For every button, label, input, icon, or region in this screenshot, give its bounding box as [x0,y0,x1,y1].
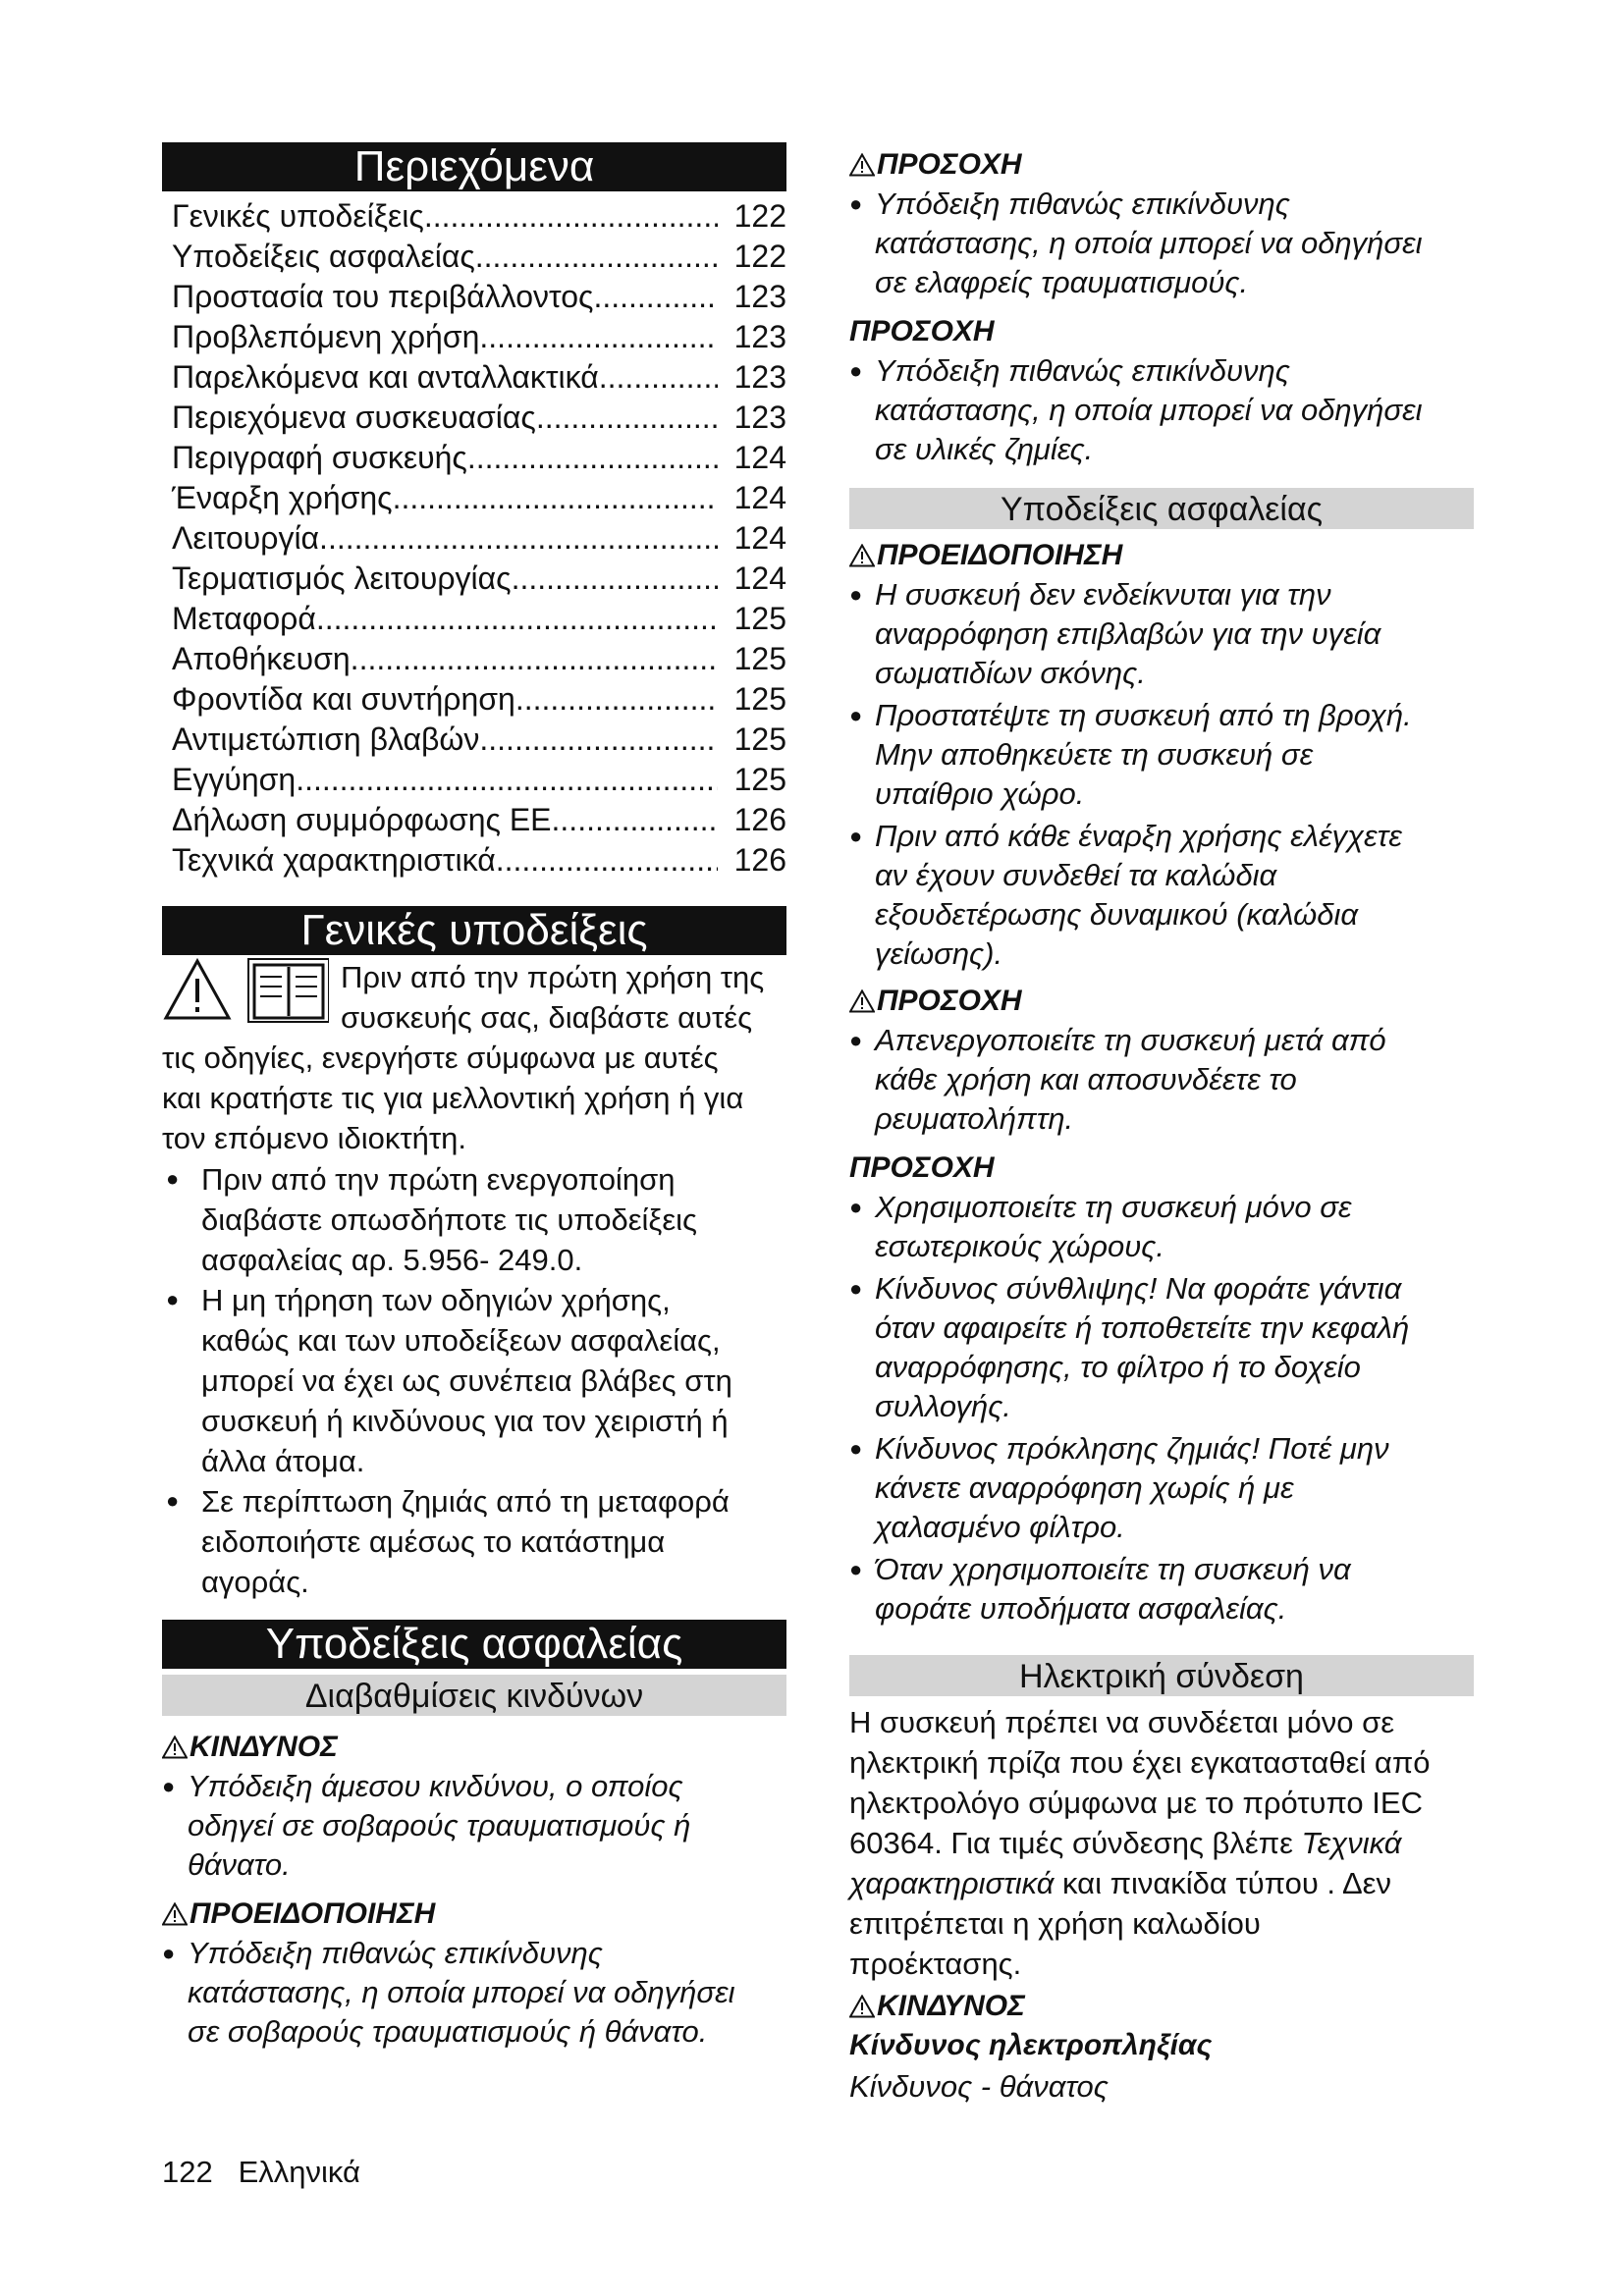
toc-row [172,196,786,237]
toc-row [172,398,786,438]
toc-label: Παρελκόμενα και ανταλλακτικά [172,359,599,395]
toc-leader [593,277,718,317]
toc-leader [515,679,718,720]
toc-leader [424,196,718,237]
bullet-line: Χρησιμοποιείτε τη συσκευή μόνο σε [875,1190,1352,1224]
bullet-icon: ● [166,1166,180,1191]
general-intro-line-5: τον επόμενο ιδιοκτήτη. [162,1121,466,1155]
bullet-line: Υπόδειξη πιθανώς επικίνδυνης [188,1936,603,1970]
bullet-line: σωματιδίων σκόνης. [875,656,1146,690]
general-notes-heading: Γενικές υποδείξεις [162,906,786,955]
toc-label: Περιγραφή συσκευής [172,440,467,475]
bullet-icon: ● [166,1488,180,1513]
toc-page: 126 [733,802,786,837]
toc-label: Αποθήκευση [172,641,351,676]
toc-leader [296,760,718,800]
warning-triangle-icon [849,1995,875,2018]
table-of-contents [172,196,786,881]
warning-triangle-icon [849,989,875,1013]
toc-page: 126 [733,842,786,878]
toc-page: 124 [733,561,786,596]
bullet-item [849,1429,1474,1547]
bullet-line: κατάστασης, η οποία μπορεί να οδηγήσει [188,1975,735,2009]
electrical-line-7: προέκτασης. [849,1947,1022,1981]
toc-leader [319,518,718,559]
toc-leader [552,800,718,840]
bullet-line: ειδοποιήστε αμέσως το κατάστημα [201,1524,666,1559]
general-intro-line-4: και κρατήστε τις για μελλοντική χρήση ή για [162,1081,744,1115]
bullet-line: αγοράς. [201,1565,309,1599]
bullet-icon: ● [162,1941,176,1965]
bullet-icon: ● [849,1557,863,1581]
bullet-line: σε ελαφρείς τραυματισμούς. [875,265,1249,299]
electrical-line-5: χαρακτηριστικά και πινακίδα τύπου . Δεν [849,1866,1391,1900]
caution-label-4: ΠΡΟΣΟΧΗ [849,1151,995,1184]
bullet-icon: ● [849,582,863,607]
toc-page: 123 [733,400,786,435]
electrical-line-1: Η συσκευή πρέπει να συνδέεται μόνο σε [849,1705,1395,1739]
bullet-item [162,1159,786,1280]
bullet-line: Μην αποθηκεύετε τη συσκευή σε [875,737,1314,772]
toc-page: 125 [733,721,786,757]
toc-label: Τεχνικά χαρακτηριστικά [172,842,496,878]
general-intro-line-3: τις οδηγίες, ενεργήστε σύμφωνα με αυτές [162,1041,719,1075]
contents-heading: Περιεχόμενα [162,142,786,191]
bullet-line: Προστατέψτε τη συσκευή από τη βροχή. [875,698,1412,732]
bullet-item [849,351,1474,469]
bullet-item [849,1550,1474,1629]
bullet-line: Κίνδυνος πρόκλησης ζημιάς! Ποτέ μην [875,1431,1389,1466]
toc-row [172,800,786,840]
caution-label-3: ΠΡΟΣΟΧΗ [849,982,1022,1021]
bullet-item [162,1280,786,1481]
bullet-item [849,1269,1474,1426]
toc-page: 124 [733,520,786,556]
bullet-line: οδηγεί σε σοβαρούς τραυματισμούς ή [188,1808,691,1842]
page-footer [162,2155,360,2190]
bullet-line: γείωσης). [875,936,1003,971]
warning-triangle-icon [162,1902,188,1926]
toc-page: 123 [733,319,786,354]
bullet-icon: ● [849,1436,863,1461]
toc-page: 123 [733,359,786,395]
toc-page: 125 [733,762,786,797]
caution-label-2: ΠΡΟΣΟΧΗ [849,315,995,347]
bullet-line: αν έχουν συνδεθεί τα καλώδια [875,858,1277,892]
danger-label: ΚΙΝΔΥΝΟΣ [162,1728,338,1767]
toc-label: Προστασία του περιβάλλοντος [172,279,594,314]
bullet-icon: ● [849,824,863,848]
toc-page: 122 [733,239,786,274]
toc-row [172,559,786,599]
toc-page: 125 [733,601,786,636]
toc-row [172,478,786,518]
bullet-icon: ● [849,1195,863,1219]
bullet-line: Κίνδυνος σύνθλιψης! Να φοράτε γάντια [875,1271,1402,1306]
bullet-item [162,1481,786,1602]
bullet-line: χαλασμένο φίλτρο. [875,1510,1125,1544]
toc-label: Έναρξη χρήσης [172,480,393,515]
bullet-line: εξουδετέρωσης δυναμικού (καλώδια [875,897,1359,932]
electrocution-text: Κίνδυνος - θάνατος [849,2069,1109,2104]
toc-label: Μεταφορά [172,601,316,636]
bullet-line: συλλογής. [875,1389,1011,1423]
electrical-line-2: ηλεκτρική πρίζα που έχει εγκατασταθεί από [849,1745,1431,1780]
toc-label: Περιεχόμενα συσκευασίας [172,400,536,435]
bullet-line: όταν αφαιρείτε ή τοποθετείτε την κεφαλή [875,1310,1410,1345]
toc-row [172,277,786,317]
bullet-item [849,185,1474,302]
bullet-line: εσωτερικούς χώρους. [875,1229,1164,1263]
toc-label: Υποδείξεις ασφαλείας [172,239,475,274]
bullet-line: σε σοβαρούς τραυματισμούς ή θάνατο. [188,2014,708,2049]
toc-leader [351,639,718,679]
toc-row [172,840,786,881]
toc-page: 122 [733,198,786,234]
toc-row [172,639,786,679]
bullet-item [849,817,1474,974]
danger-label-right: ΚΙΝΔΥΝΟΣ [849,1987,1025,2026]
bullet-line: Υπόδειξη άμεσου κινδύνου, ο οποίος [188,1769,683,1803]
bullet-line: ασφαλείας αρ. 5.956- 249.0. [201,1243,583,1277]
bullet-line: θάνατο. [188,1847,291,1882]
bullet-line: διαβάστε οπωσδήποτε τις υποδείξεις [201,1202,697,1237]
toc-row [172,599,786,639]
bullet-line: κατάστασης, η οποία μπορεί να οδηγήσει [875,226,1423,260]
electrical-line-4: 60364. Για τιμές σύνδεσης βλέπε Τεχνικά [849,1826,1402,1860]
bullet-line: Σε περίπτωση ζημιάς από τη μεταφορά [201,1484,730,1519]
toc-label: Γενικές υποδείξεις [172,198,424,234]
toc-label: Προβλεπόμενη χρήση [172,319,480,354]
bullet-item [162,1767,786,1885]
toc-leader [467,438,718,478]
bullet-line: Η συσκευή δεν ενδείκνυται για την [875,577,1331,612]
bullet-line: Απενεργοποιείτε τη συσκευή μετά από [875,1023,1386,1057]
bullet-line: καθώς και των υποδείξεων ασφαλείας, [201,1323,721,1358]
toc-label: Λειτουργία [172,520,320,556]
warning-triangle-icon [162,1735,188,1759]
toc-leader [316,599,718,639]
toc-row [172,679,786,720]
electrical-line-6: επιτρέπεται η χρήση καλωδίου [849,1906,1261,1941]
bullet-line: μπορεί να έχει ως συνέπεια βλάβες στη [201,1363,732,1398]
toc-row [172,357,786,398]
bullet-icon: ● [849,358,863,383]
caution-label-1: ΠΡΟΣΟΧΗ [849,145,1022,185]
toc-page: 124 [733,440,786,475]
general-intro-line-2: συσκευής σας, διαβάστε αυτές [341,1000,753,1035]
toc-page: 125 [733,641,786,676]
toc-label: Φροντίδα και συντήρηση [172,681,515,717]
toc-leader [479,720,718,760]
bullet-line: σε υλικές ζημίες. [875,432,1094,466]
safety-heading-left: Υποδείξεις ασφαλείας [162,1620,786,1669]
toc-row [172,760,786,800]
bullet-icon: ● [166,1287,180,1311]
bullet-line: συσκευή ή κινδύνους για τον χειριστή ή [201,1404,729,1438]
toc-leader [512,559,718,599]
bullet-line: υπαίθριο χώρο. [875,776,1085,811]
electrical-line-3: ηλεκτρολόγο σύμφωνα με το πρότυπο IEC [849,1786,1423,1820]
safety-heading-right: Υποδείξεις ασφαλείας [849,488,1474,529]
warning-and-manual-icon [162,957,329,1026]
toc-row [172,438,786,478]
general-intro-line-1: Πριν από την πρώτη χρήση της [341,960,765,994]
warning-triangle-icon [849,153,875,177]
warning-triangle-icon [849,544,875,567]
toc-label: Δήλωση συμμόρφωσης ΕΕ [172,802,552,837]
toc-page: 125 [733,681,786,717]
bullet-line: Όταν χρησιμοποιείτε τη συσκευή να [875,1552,1351,1586]
bullet-item [162,1934,786,2052]
toc-leader [496,840,718,881]
bullet-icon: ● [849,703,863,727]
toc-leader [393,478,718,518]
bullet-item [849,575,1474,693]
bullet-line: άλλα άτομα. [201,1444,365,1478]
bullet-line: αναρρόφηση επιβλαβών για την υγεία [875,616,1381,651]
bullet-line: Πριν από την πρώτη ενεργοποίηση [201,1162,676,1197]
bullet-item [849,696,1474,814]
toc-page: 123 [733,279,786,314]
toc-page: 124 [733,480,786,515]
page-number: 122 [162,2155,213,2189]
bullet-line: κάνετε αναρρόφηση χωρίς ή με [875,1470,1294,1505]
bullet-line: Υπόδειξη πιθανώς επικίνδυνης [875,353,1290,388]
toc-row [172,518,786,559]
toc-row [172,237,786,277]
bullet-icon: ● [849,1028,863,1052]
bullet-line: Υπόδειξη πιθανώς επικίνδυνης [875,187,1290,221]
electrical-heading: Ηλεκτρική σύνδεση [849,1655,1474,1696]
bullet-line: κάθε χρήση και αποσυνδέετε το [875,1062,1297,1096]
bullet-line: ρευματολήπτη. [875,1101,1074,1136]
warning-label-right: ΠΡΟΕΙΔΟΠΟΙΗΣΗ [849,536,1122,575]
bullet-item [849,1188,1474,1266]
toc-leader [475,237,718,277]
toc-row [172,317,786,357]
electrocution-heading: Κίνδυνος ηλεκτροπληξίας [849,2029,1213,2061]
warning-label-left: ΠΡΟΕΙΔΟΠΟΙΗΣΗ [162,1895,435,1934]
bullet-line: κατάστασης, η οποία μπορεί να οδηγήσει [875,393,1423,427]
hazard-levels-heading: Διαβαθμίσεις κινδύνων [162,1675,786,1716]
bullet-icon: ● [162,1774,176,1798]
bullet-line: Πριν από κάθε έναρξη χρήσης ελέγχετε [875,819,1402,853]
toc-label: Αντιμετώπιση βλαβών [172,721,480,757]
bullet-line: αναρρόφησης, το φίλτρο ή το δοχείο [875,1350,1361,1384]
toc-label: Τερματισμός λειτουργίας [172,561,512,596]
toc-label: Εγγύηση [172,762,297,797]
toc-leader [599,357,718,398]
toc-row [172,720,786,760]
bullet-line: φοράτε υποδήματα ασφαλείας. [875,1591,1287,1626]
bullet-icon: ● [849,191,863,216]
bullet-icon: ● [849,1276,863,1301]
toc-leader [536,398,718,438]
bullet-line: Η μη τήρηση των οδηγιών χρήσης, [201,1283,671,1317]
bullet-item [849,1021,1474,1139]
toc-leader [479,317,718,357]
footer-language: Ελληνικά [238,2155,360,2189]
